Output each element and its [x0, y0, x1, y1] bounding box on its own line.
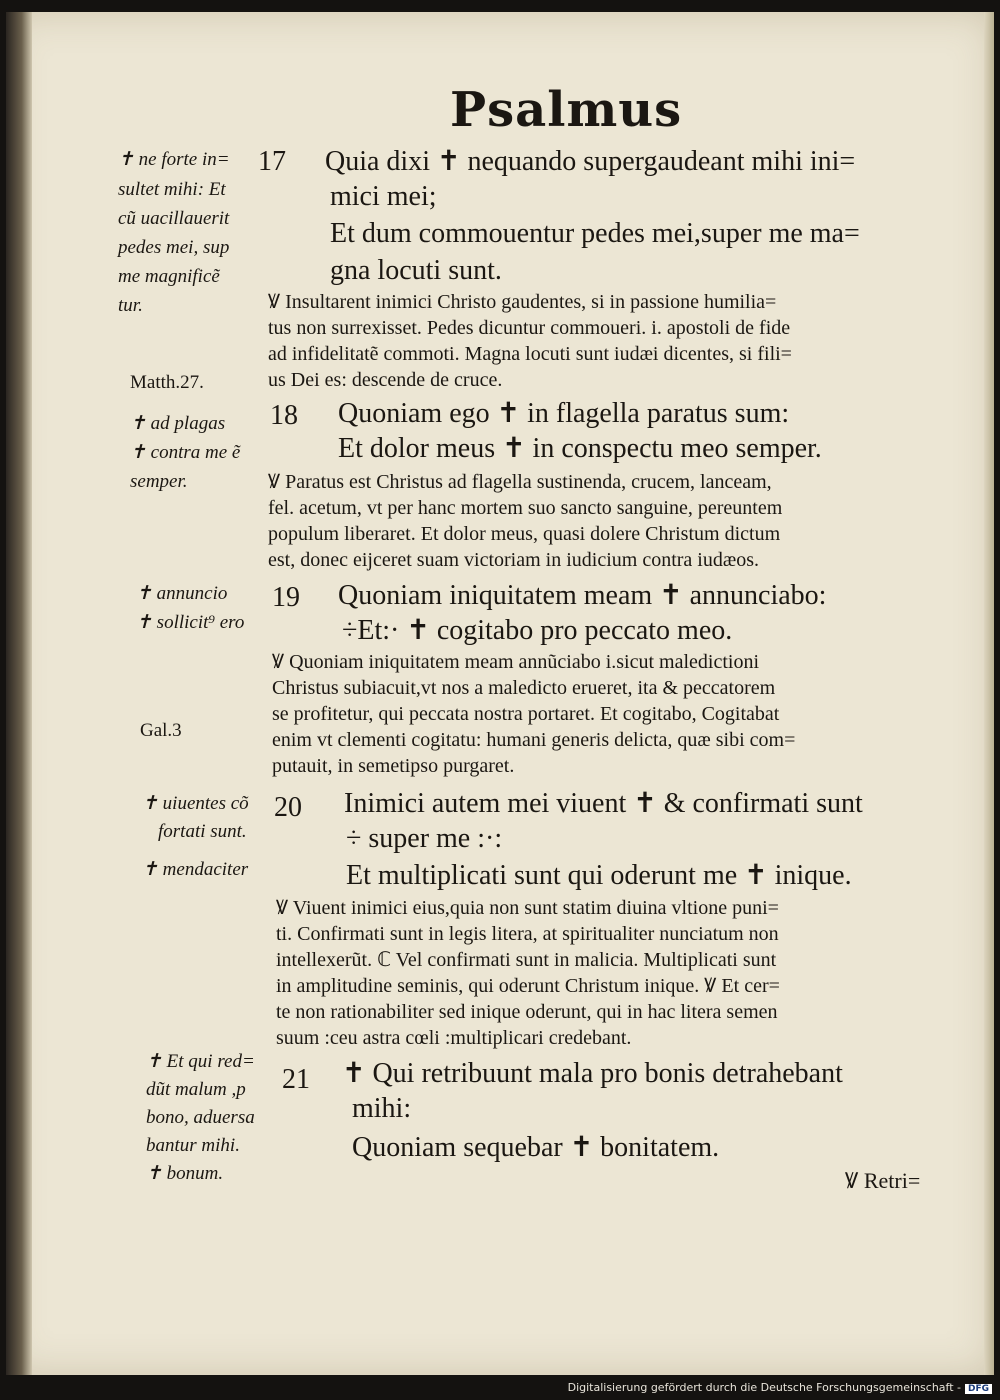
verse-number: 21 — [282, 1064, 310, 1095]
commentary-line: intellexerũt. ℂ Vel confirmati sunt in malicia. Multiplicati sunt — [276, 949, 777, 971]
margin-reference-matth: Matth.27. — [130, 372, 204, 393]
verse-line: Et dum commouentur pedes mei,super me ma= — [330, 218, 860, 249]
margin-line: ✝ annuncio — [136, 583, 228, 604]
margin-reference-gal: Gal.3 — [140, 720, 182, 741]
margin-line: bantur mihi. — [146, 1135, 240, 1156]
margin-line: pedes mei, sup — [118, 237, 230, 258]
commentary-line: ad infidelitatẽ commoti. Magna locuti sunt iudæi dicentes, si fili= — [268, 343, 792, 365]
verse-line: Inimici autem mei viuent ✝ & confirmati sunt — [344, 788, 863, 819]
margin-line: semper. — [130, 471, 188, 492]
verse-line: mici mei; — [330, 181, 437, 212]
commentary-line: Ꝟ Viuent inimici eius,quia non sunt statim diuina vltione puni= — [276, 897, 779, 919]
verse-line: Et multiplicati sunt qui oderunt me ✝ inique. — [346, 860, 852, 891]
margin-line: bono, aduersa — [146, 1107, 255, 1128]
margin-line: ✝ sollicit⁹ ero — [136, 612, 245, 633]
verse-line: ÷Et:· ✝ cogitabo pro peccato meo. — [342, 615, 733, 646]
verse-line: Quia dixi ✝ nequando supergaudeant mihi ini= — [325, 146, 856, 177]
commentary-line: populum liberaret. Et dolor meus, quasi dolere Christum dictum — [268, 523, 781, 545]
verse-line: Quoniam sequebar ✝ bonitatem. — [352, 1132, 720, 1163]
commentary-line: ti. Confirmati sunt in legis litera, at spiritualiter nunciatum non — [276, 923, 779, 945]
margin-line: me magnificẽ — [118, 266, 220, 287]
verse-line: Quoniam ego ✝ in flagella paratus sum: — [338, 398, 790, 429]
footer-text: Digitalisierung gefördert durch die Deutsche Forschungsgemeinschaft - — [567, 1381, 961, 1394]
commentary-line: Ꝟ Insultarent inimici Christo gaudentes, si in passione humilia= — [268, 291, 777, 313]
margin-line: tur. — [118, 295, 143, 316]
dfg-logo: DFG — [965, 1384, 992, 1394]
margin-line: ✝ bonum. — [146, 1163, 224, 1184]
commentary-line: suum :ceu astra cœli :multiplicari credebant. — [276, 1027, 632, 1049]
verse-line: ÷ super me :·: — [346, 823, 503, 854]
verse-number: 20 — [274, 792, 302, 823]
verse-number: 19 — [272, 582, 300, 613]
commentary-line: te non rationabiliter sed inique oderunt, qui in hac litera semen — [276, 1001, 778, 1023]
digitization-footer — [568, 1381, 992, 1394]
commentary-line: enim vt clementi cogitatu: humani generis delicta, quæ sibi com= — [272, 729, 796, 751]
catchword: Ꝟ Retri= — [845, 1168, 921, 1193]
margin-line: ✝ Et qui red= — [146, 1051, 255, 1072]
margin-line: cũ uacillauerit — [118, 208, 230, 229]
margin-line: dũt malum ,p — [146, 1079, 246, 1100]
commentary-line: Christus subiacuit,vt nos a maledicto erueret, ita & peccatorem — [272, 677, 776, 699]
margin-line: fortati sunt. — [158, 821, 247, 842]
margin-line: ✝ ne forte in= — [118, 149, 230, 170]
running-head: Psalmus — [450, 82, 683, 138]
commentary-line: fel. acetum, vt per hanc mortem suo sancto sanguine, pereuntem — [268, 497, 783, 519]
margin-line: sultet mihi: Et — [118, 179, 226, 200]
verse-line: Et dolor meus ✝ in conspectu meo semper. — [338, 433, 822, 464]
verse-line: ✝ Qui retribuunt mala pro bonis detrahebant — [342, 1058, 843, 1089]
commentary-line: Ꝟ Paratus est Christus ad flagella sustinenda, crucem, lanceam, — [268, 471, 772, 493]
margin-line: ✝ contra me ẽ — [130, 442, 241, 463]
margin-line: ✝ ad plagas — [130, 413, 226, 434]
commentary-line: est, donec eijceret suam victoriam in iudicium contra iudæos. — [268, 549, 759, 571]
commentary-line: putauit, in semetipso purgaret. — [272, 755, 515, 777]
verse-number: 17 — [258, 146, 286, 177]
verse-number: 18 — [270, 400, 298, 431]
commentary-line: Ꝟ Quoniam iniquitatem meam annũciabo i.sicut maledictioni — [272, 651, 760, 673]
commentary-line: se profitetur, qui peccata nostra portaret. Et cogitabo, Cogitabat — [272, 703, 780, 725]
verse-line: Quoniam iniquitatem meam ✝ annunciabo: — [338, 580, 827, 611]
page-gutter — [6, 12, 32, 1375]
verse-line: gna locuti sunt. — [330, 255, 502, 286]
commentary-line: in amplitudine seminis, qui oderunt Christum inique. Ꝟ Et cer= — [276, 975, 780, 997]
commentary-line: us Dei es: descende de cruce. — [268, 369, 503, 391]
verse-line: mihi: — [352, 1093, 412, 1124]
page-edge — [984, 12, 994, 1375]
margin-line: ✝ uiuentes cõ — [142, 793, 249, 814]
margin-line: ✝ mendaciter — [142, 859, 249, 880]
commentary-line: tus non surrexisset. Pedes dicuntur commoueri. i. apostoli de fide — [268, 317, 791, 339]
